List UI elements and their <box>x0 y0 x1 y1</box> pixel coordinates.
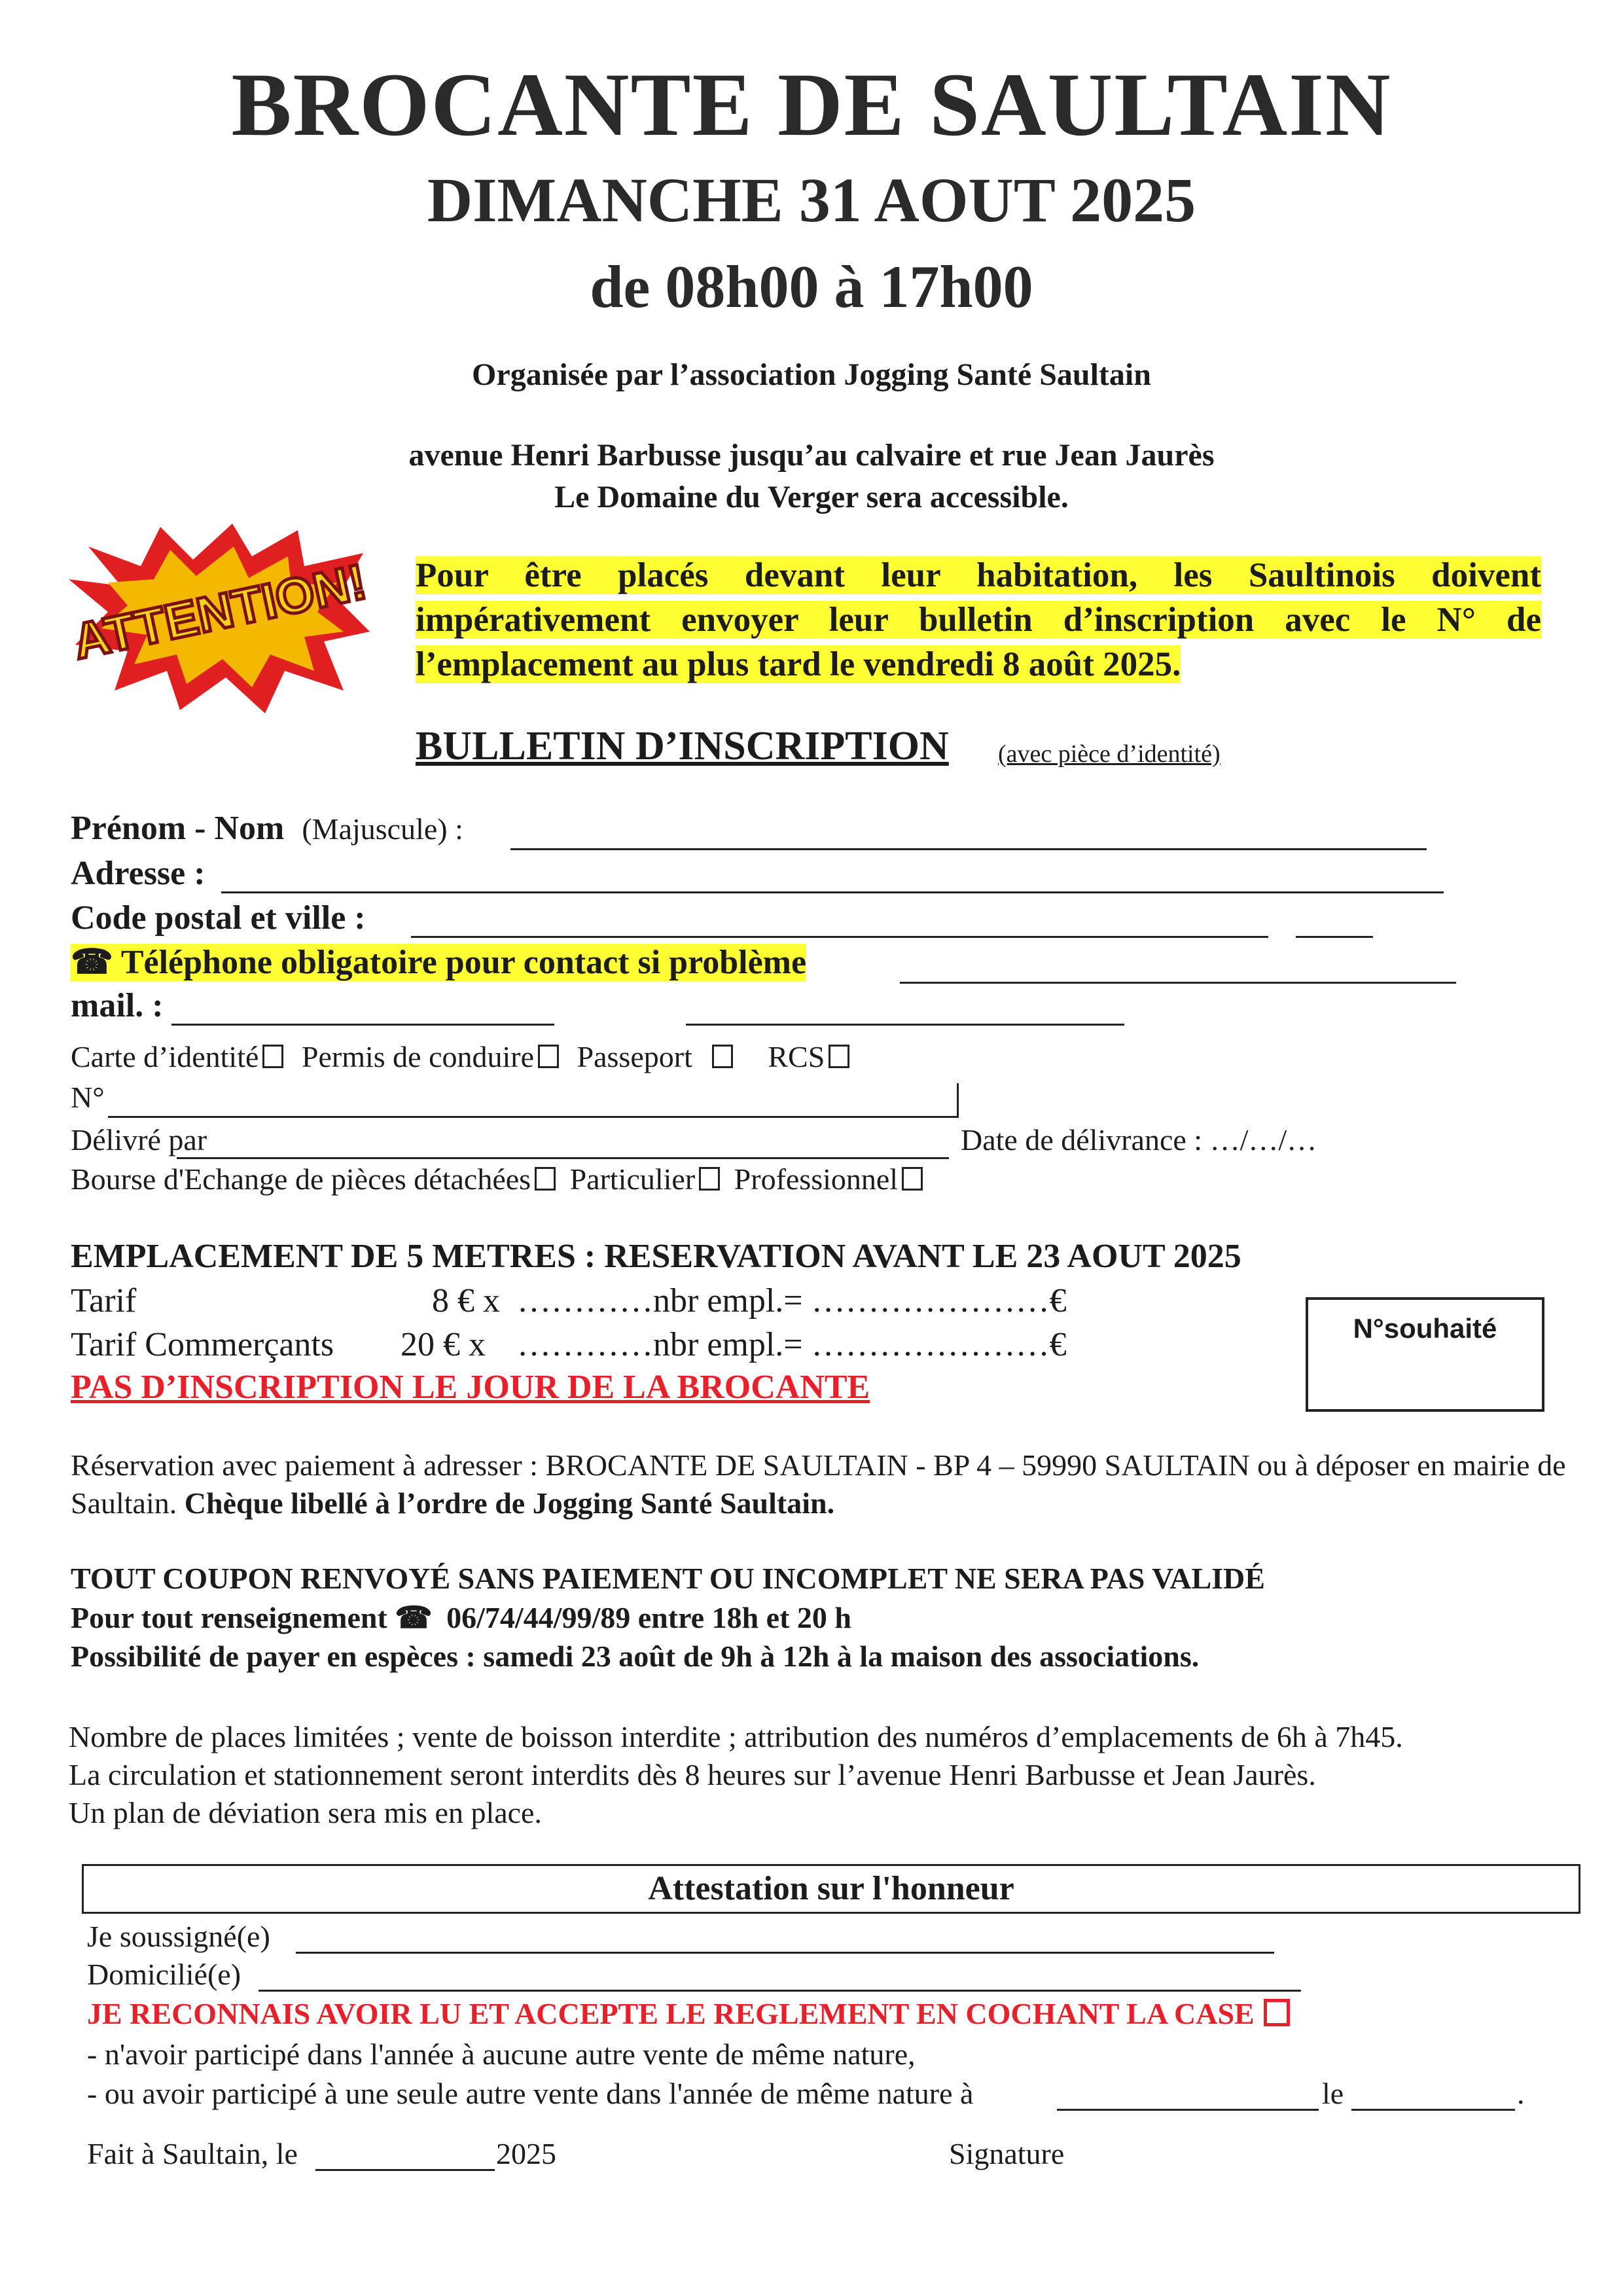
coupon-rule: TOUT COUPON RENVOYÉ SANS PAIEMENT OU INCOMPLET NE SERA PAS VALIDÉ <box>71 1562 1265 1595</box>
postal-field-label: Code postal et ville : <box>71 899 366 937</box>
numero-souhaite-label: N°souhaité <box>1353 1313 1497 1344</box>
signature-label: Signature <box>949 2137 1065 2170</box>
checkbox-icon[interactable] <box>902 1167 923 1191</box>
location-line-1: avenue Henri Barbusse jusqu’au calvaire et rue Jean Jaurès <box>408 438 1215 473</box>
mail-input-line-2[interactable] <box>686 1024 1124 1026</box>
checkbox-icon[interactable] <box>829 1045 849 1068</box>
accept-rules-line: JE RECONNAIS AVOIR LU ET ACCEPTE LE REGLEMENT EN COCHANT LA CASE <box>87 1996 1290 2031</box>
checkbox-icon[interactable] <box>538 1045 559 1068</box>
tarif-commercants-calc[interactable]: …………nbr empl.= …………………€ <box>517 1326 1067 1363</box>
accept-checkbox-icon[interactable] <box>1264 1999 1290 2026</box>
other-sale-date-input-line[interactable] <box>1351 2109 1515 2111</box>
name-field-label: Prénom - Nom (Majuscule) : <box>71 810 463 847</box>
attention-burst-icon <box>62 520 376 717</box>
option-2: - ou avoir participé à une seule autre vente dans l'année de même nature à <box>87 2077 974 2110</box>
tarif-calc[interactable]: …………nbr empl.= …………………€ <box>517 1282 1067 1319</box>
fait-a-label: Fait à Saultain, le <box>87 2137 298 2170</box>
tarif-commercants-label: Tarif Commerçants <box>71 1326 334 1363</box>
issued-by-input-line[interactable] <box>177 1157 949 1159</box>
phone-field-label: ☎ Téléphone obligatoire pour contact si problème <box>71 944 807 981</box>
id-number-input-line[interactable] <box>108 1116 959 1118</box>
note-line-3: Un plan de déviation sera mis en place. <box>69 1796 542 1829</box>
tarif-price: 8 € x <box>432 1282 500 1319</box>
emplacement-title: EMPLACEMENT DE 5 METRES : RESERVATION AVANT LE 23 AOUT 2025 <box>71 1238 1241 1275</box>
bulletin-title: BULLETIN D’INSCRIPTION <box>416 724 949 768</box>
phone-input-line[interactable] <box>900 982 1456 984</box>
event-date: DIMANCHE 31 AOUT 2025 <box>427 165 1196 235</box>
phone-icon: ☎ <box>71 944 113 981</box>
tarif-commercants-price: 20 € x <box>401 1326 486 1363</box>
issue-date-label: Date de délivrance : …/…/… <box>961 1123 1317 1157</box>
bourse-row: Bourse d'Echange de pièces détachées Particulier Professionnel <box>71 1162 923 1196</box>
checkbox-icon[interactable] <box>699 1167 720 1191</box>
option-2-period: . <box>1517 2077 1525 2110</box>
attention-notice: Pour être placés devant leur habitation, les Saultinois doivent impérativement envoyer leur bulletin d’inscription avec le N° de l’emplacement au plus tard le vendredi 8 août 2025. <box>416 556 1541 683</box>
info-line: Pour tout renseignement ☎ 06/74/44/99/89 entre 18h et 20 h <box>71 1601 851 1634</box>
fait-date-input-line[interactable] <box>315 2169 495 2171</box>
domicilie-label: Domicilié(e) <box>87 1958 241 1991</box>
fait-year: 2025 <box>496 2137 556 2170</box>
id-type-row: Carte d’identité Permis de conduire Passeport RCS <box>71 1039 849 1074</box>
mail-field-label: mail. : <box>71 987 164 1024</box>
name-input-line[interactable] <box>510 848 1427 850</box>
organizer: Organisée par l’association Jogging Santé Saultain <box>472 357 1151 392</box>
domicilie-input-line[interactable] <box>259 1990 1301 1992</box>
checkbox-icon[interactable] <box>262 1045 283 1068</box>
numero-souhaite-box[interactable] <box>1306 1297 1544 1412</box>
issued-by-label: Délivré par <box>71 1123 207 1157</box>
id-number-label: N° <box>71 1081 105 1114</box>
attention-badge-text: ATTENTION! <box>68 554 371 670</box>
option-1: - n'avoir participé dans l'année à aucune autre vente de même nature, <box>87 2037 916 2071</box>
event-title: BROCANTE DE SAULTAIN <box>231 54 1392 154</box>
postal-extra-input-line[interactable] <box>1296 936 1373 938</box>
checkbox-icon[interactable] <box>712 1045 733 1068</box>
tarif-label: Tarif <box>71 1282 137 1319</box>
event-hours: de 08h00 à 17h00 <box>590 253 1033 320</box>
bulletin-subtitle: (avec pièce d’identité) <box>998 740 1221 768</box>
location-line-2: Le Domaine du Verger sera accessible. <box>554 480 1069 514</box>
address-field-label: Adresse : <box>71 855 205 892</box>
mail-input-line-1[interactable] <box>171 1024 554 1026</box>
note-line-2: La circulation et stationnement seront interdits dès 8 heures sur l’avenue Henri Barbusse et Jean Jaurès. <box>69 1758 1316 1791</box>
other-sale-place-input-line[interactable] <box>1057 2109 1319 2111</box>
attestation-title: Attestation sur l'honneur <box>648 1870 1014 1907</box>
cash-payment-line: Possibilité de payer en espèces : samedi 23 août de 9h à 12h à la maison des associations. <box>71 1640 1200 1673</box>
reservation-info: Réservation avec paiement à adresser : BROCANTE DE SAULTAIN - BP 4 – 59990 SAULTAIN ou à déposer en mairie de Saultain. Chèque libellé à l’ordre de Jogging Santé Saultain. <box>71 1448 1566 1520</box>
no-registration-warning: PAS D’INSCRIPTION LE JOUR DE LA BROCANTE <box>71 1369 870 1406</box>
note-line-1: Nombre de places limitées ; vente de boisson interdite ; attribution des numéros d’emplacements de 6h à 7h45. <box>69 1720 1403 1753</box>
checkbox-icon[interactable] <box>535 1167 556 1191</box>
id-number-end-mark <box>957 1083 959 1117</box>
address-input-line[interactable] <box>221 891 1444 893</box>
postal-city-input-line[interactable] <box>411 936 1268 938</box>
phone-icon: ☎ <box>395 1601 433 1634</box>
option-2-le: le <box>1322 2077 1344 2110</box>
soussigne-label: Je soussigné(e) <box>87 1920 270 1953</box>
soussigne-input-line[interactable] <box>296 1952 1274 1954</box>
